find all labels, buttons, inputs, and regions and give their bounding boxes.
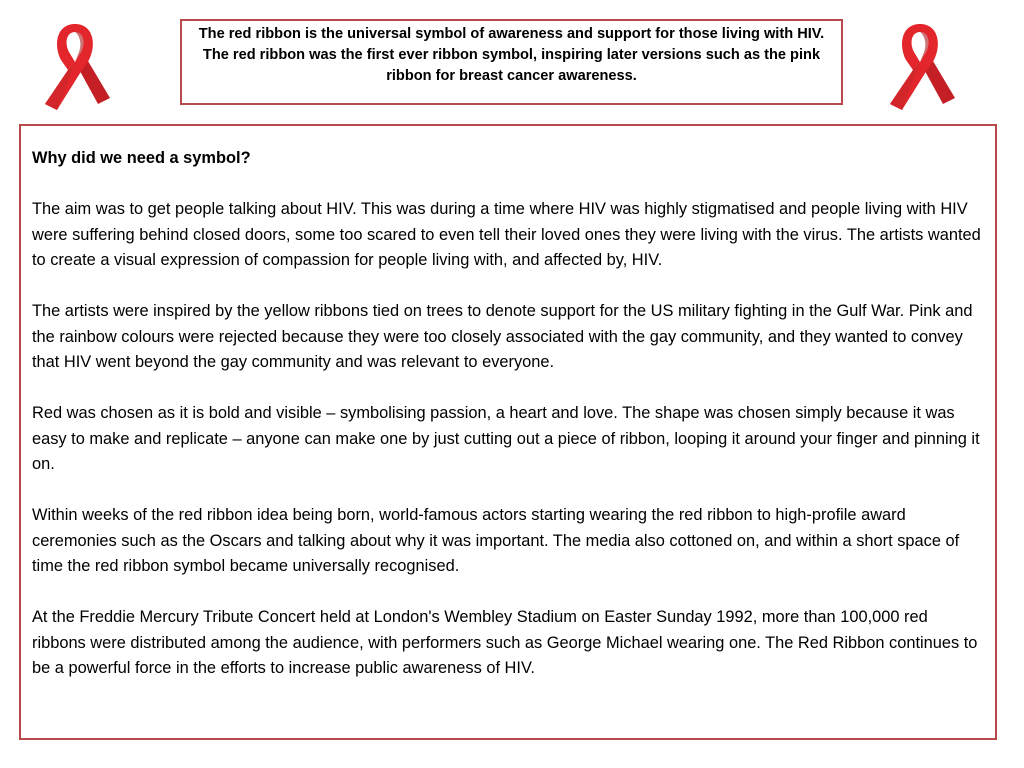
paragraph-colour-shape: Red was chosen as it is bold and visible – symbolising passion, a heart and love. The shape was chosen simply because it was easy to make and replicate – anyone can make one by just cutting out a piece of ribbon, looping it around your finger and pinning it on. (32, 404, 980, 473)
paragraph-inspiration: The artists were inspired by the yellow ribbons tied on trees to denote support for the US military fighting in the Gulf War. Pink and the rainbow colours were rejected because they were too closely associated with the gay community, and they wanted to convey that HIV went beyond the gay community and was relevant to everyone. (32, 302, 973, 371)
red-ribbon-icon (880, 18, 960, 118)
red-ribbon-icon (35, 18, 115, 118)
intro-text: The red ribbon is the universal symbol of awareness and support for those living with HIV. The red ribbon was the first ever ribbon symbol, inspiring later versions such as the pink ribbon for breast cancer awareness. (198, 26, 825, 84)
red-ribbon-right-graphic (880, 18, 960, 118)
red-ribbon-left-graphic (35, 18, 115, 118)
paragraph-freddie-mercury: At the Freddie Mercury Tribute Concert held at London's Wembley Stadium on Easter Sunday 1992, more than 100,000 red ribbons were distributed among the audience, with performers such as George Michael wearing one. The Red Ribbon continues to be a powerful force in the efforts to increase public awareness of HIV. (32, 608, 978, 677)
main-content-box (19, 124, 997, 740)
intro-box (180, 19, 843, 105)
paragraph-aim: The aim was to get people talking about HIV. This was during a time where HIV was highly stigmatised and people living with HIV were suffering behind closed doors, some too scared to even tell their loved ones they were living with the virus. The artists wanted to create a visual expression of compassion for people living with, and affected by, HIV. (32, 200, 981, 269)
section-heading: Why did we need a symbol? (32, 149, 251, 167)
paragraph-celebrities: Within weeks of the red ribbon idea being born, world-famous actors starting wearing the red ribbon to high-profile award ceremonies such as the Oscars and talking about why it was important. The media also cottoned on, and within a short space of time the red ribbon symbol became universally recognised. (32, 506, 960, 575)
